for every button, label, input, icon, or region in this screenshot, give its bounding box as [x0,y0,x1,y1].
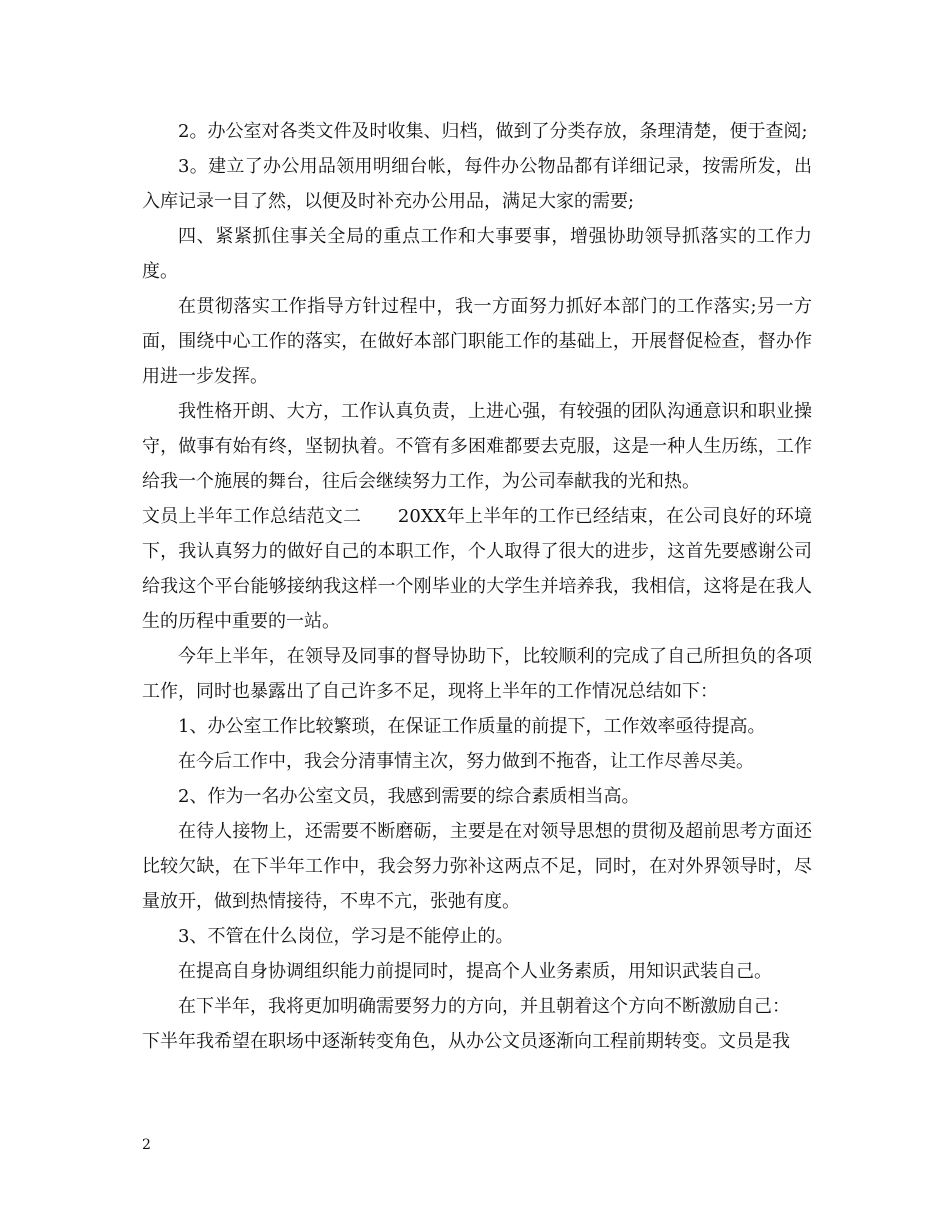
paragraph-item-3-supplies-ledger: 3。建立了办公用品领用明细台帐，每件办公物品都有详细记录，按需所发，出入库记录一目了然，以便及时补充办公用品，满足大家的需要; [142,156,812,212]
document-body [142,114,812,1059]
page-number: 2 [142,1137,151,1153]
paragraph-point-1: 1、办公室工作比较繁琐，在保证工作质量的前提下，工作效率亟待提高。 [178,716,766,737]
paragraph-section-4-heading: 四、紧紧抓住事关全局的重点工作和大事要事，增强协助领导抓落实的工作力度。 [142,226,812,282]
paragraph-item-2-filing: 2。办公室对各类文件及时收集、归档，做到了分类存放，条理清楚，便于查阅; [178,121,808,142]
paragraph-point-2-plan: 在待人接物上，还需要不断磨砺，主要是在对领导思想的贯彻及超前思考方面还比较欠缺，在下半年工作中，我会努力弥补这两点不足，同时，在对外界领导时，尽量放开，做到热情接待，不卑不亢，张弛有度。 [142,821,812,912]
paragraph-first-half-summary: 今年上半年，在领导及同事的督导协助下，比较顺利的完成了自己所担负的各项工作，同时也暴露出了自己许多不足，现将上半年的工作情况总结如下： [142,646,812,702]
paragraph-point-3-plan: 在提高自身协调组织能力前提同时，提高个人业务素质，用知识武装自己。 [178,961,772,982]
paragraph-point-3: 3、不管在什么岗位，学习是不能停止的。 [178,926,514,947]
paragraph-sample-two-intro: 文员上半年工作总结范文二 20XX年上半年的工作已经结束，在公司良好的环境下，我认真努力的做好自己的本职工作，个人取得了很大的进步，这首先要感谢公司给我这个平台能够接纳我这样一个刚毕业的大学生并培养我，我相信，这将是在我人生的历程中重要的一站。 [142,506,812,632]
paragraph-implementation: 在贯彻落实工作指导方针过程中，我一方面努力抓好本部门的工作落实;另一方面，围绕中心工作的落实，在做好本部门职能工作的基础上，开展督促检查，督办作用进一步发挥。 [142,296,812,387]
paragraph-point-2: 2、作为一名办公室文员，我感到需要的综合素质相当高。 [178,786,640,807]
paragraph-role-transition: 下半年我希望在职场中逐渐转变角色，从办公文员逐渐向工程前期转变。文员是我 [142,1031,790,1052]
paragraph-point-1-plan: 在今后工作中，我会分清事情主次，努力做到不拖沓，让工作尽善尽美。 [178,751,754,772]
paragraph-second-half-direction: 在下半年，我将更加明确需要努力的方向，并且朝着这个方向不断激励自己： [178,996,790,1017]
paragraph-personality: 我性格开朗、大方，工作认真负责，上进心强，有较强的团队沟通意识和职业操守，做事有始有终，坚韧执着。不管有多困难都要去克服，这是一种人生历练，工作给我一个施展的舞台，往后会继续努力工作，为公司奉献我的光和热。 [142,401,812,492]
